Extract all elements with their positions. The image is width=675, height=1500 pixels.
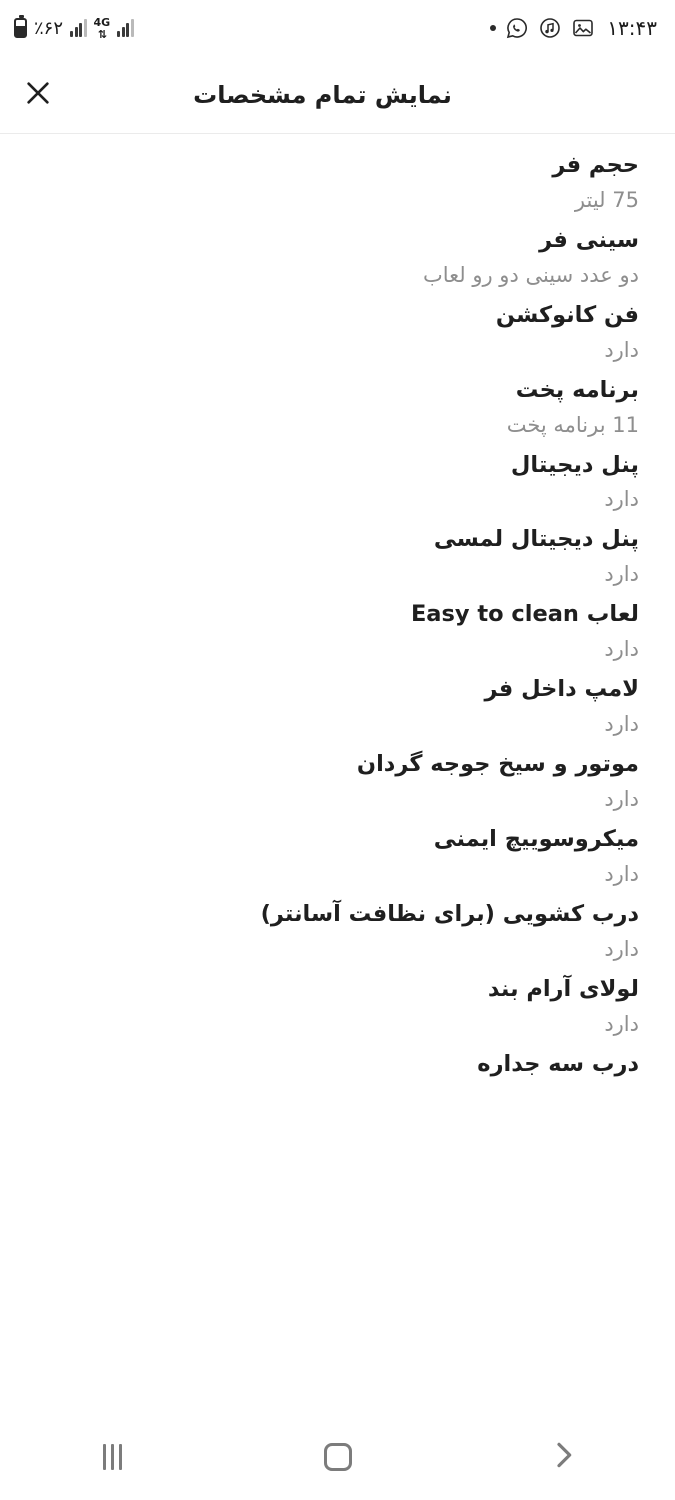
spec-title: سینی فر bbox=[539, 226, 639, 253]
spec-title: لامپ داخل فر bbox=[484, 676, 639, 703]
list-item bbox=[36, 747, 639, 822]
spec-value: دارد bbox=[604, 712, 639, 737]
spec-value: دارد bbox=[604, 861, 639, 886]
list-item bbox=[36, 672, 639, 747]
network-4g-label: 4G bbox=[93, 15, 111, 29]
app-bar bbox=[0, 56, 675, 134]
spec-title: حجم فر bbox=[552, 152, 639, 178]
list-item bbox=[36, 448, 639, 523]
list-item bbox=[36, 1047, 639, 1088]
spec-title: درب سه جداره bbox=[477, 1050, 639, 1077]
list-item bbox=[36, 373, 639, 448]
spec-value: دارد bbox=[604, 637, 639, 662]
battery-percent-label: ٪۶۲ bbox=[34, 17, 64, 39]
list-item bbox=[36, 223, 639, 298]
spec-value: دارد bbox=[604, 337, 639, 362]
signal-bars-secondary-icon bbox=[117, 19, 134, 37]
dot-indicator-icon bbox=[490, 25, 496, 31]
signal-bars-icon bbox=[70, 19, 87, 37]
specifications-list[interactable] bbox=[0, 134, 675, 1414]
data-transfer-arrows-icon: ⇅ bbox=[97, 27, 106, 41]
spec-title: میکروسوییچ ایمنی bbox=[433, 826, 639, 853]
home-button[interactable] bbox=[293, 1427, 383, 1487]
system-navigation-bar bbox=[0, 1414, 675, 1500]
list-item bbox=[36, 972, 639, 1047]
spec-title: برنامه پخت bbox=[515, 376, 639, 403]
close-icon bbox=[22, 77, 54, 113]
spec-title: درب کشویی (برای نظافت آسانتر) bbox=[260, 900, 639, 927]
battery-icon bbox=[14, 18, 27, 38]
whatsapp-icon bbox=[505, 16, 529, 40]
list-item bbox=[36, 897, 639, 972]
spec-value: دارد bbox=[604, 487, 639, 512]
spec-title: پنل دیجیتال لمسی bbox=[433, 526, 639, 553]
status-bar-right bbox=[490, 16, 657, 40]
spec-value: دارد bbox=[604, 562, 639, 587]
spec-title: موتور و سیخ جوجه گردان bbox=[356, 751, 639, 778]
spec-title: پنل دیجیتال bbox=[510, 451, 639, 478]
spec-title: لولای آرام بند bbox=[487, 975, 639, 1002]
list-item bbox=[36, 148, 639, 223]
recent-apps-button[interactable] bbox=[68, 1427, 158, 1487]
list-item bbox=[36, 298, 639, 373]
status-bar bbox=[0, 0, 675, 56]
network-4g-icon bbox=[94, 17, 111, 40]
spec-value: 11 برنامه پخت bbox=[506, 412, 639, 437]
spec-value: دو عدد سینی دو رو لعاب bbox=[422, 262, 639, 287]
home-icon bbox=[324, 1443, 352, 1471]
spec-value: دارد bbox=[604, 1011, 639, 1036]
back-button[interactable] bbox=[518, 1427, 608, 1487]
close-button[interactable] bbox=[16, 73, 60, 117]
recent-apps-icon bbox=[103, 1444, 122, 1470]
status-bar-clock: ۱۳:۴۳ bbox=[607, 16, 657, 40]
spec-value: دارد bbox=[604, 936, 639, 961]
spec-title: فن کانوکشن bbox=[495, 301, 639, 328]
list-item bbox=[36, 522, 639, 597]
back-chevron-icon bbox=[547, 1439, 579, 1475]
page-title: نمایش تمام مشخصات bbox=[193, 80, 452, 109]
spec-value: 75 لیتر bbox=[574, 187, 639, 212]
list-item bbox=[36, 822, 639, 897]
gallery-icon bbox=[571, 16, 595, 40]
spec-value: دارد bbox=[604, 787, 639, 811]
music-icon bbox=[538, 16, 562, 40]
status-bar-left bbox=[14, 17, 134, 40]
spec-title: لعاب Easy to clean bbox=[410, 601, 639, 628]
list-item bbox=[36, 597, 639, 672]
